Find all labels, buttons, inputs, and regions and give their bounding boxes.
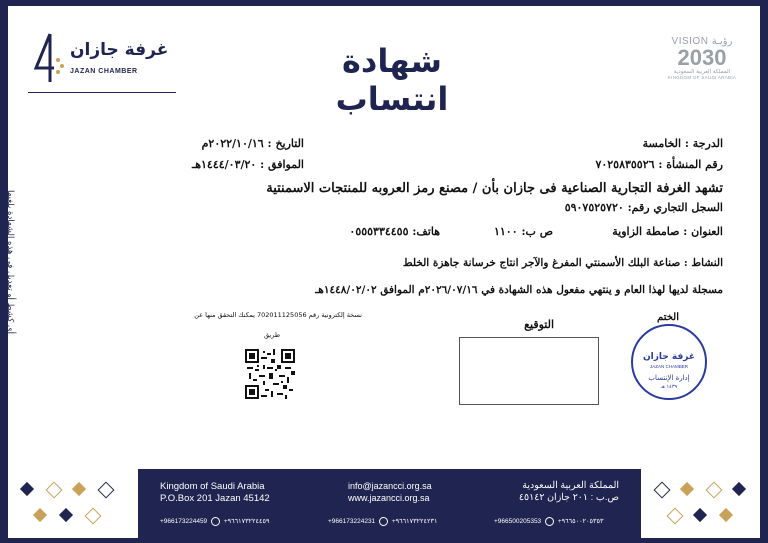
- stamp-year: ١٤٣٩ هـ: [660, 384, 678, 390]
- footer-phone-3: [494, 517, 604, 526]
- side-warning-text: أي كشط أو تعديل في هذه الشهادة يلغيها: [5, 190, 15, 335]
- footer-email[interactable]: info@jazancci.org.sa: [348, 481, 432, 491]
- phone-3-ar: +٩٦٦٥٠٠٢٠٥٣٥٣: [557, 518, 604, 526]
- footer-country-ar: المملكة العربية السعودية: [522, 480, 619, 491]
- footer-website[interactable]: www.jazancci.org.sa: [348, 493, 430, 503]
- phone-1-ar: +٩٦٦١٧٣٢٢٤٤٥٩: [223, 518, 270, 526]
- vision-2030-logo: [662, 36, 742, 92]
- qr-code[interactable]: [245, 349, 295, 399]
- stamp-label: الختم: [657, 312, 679, 323]
- stamp-name-arabic: غرفة جازان: [642, 352, 696, 362]
- phone-2-ar: +٩٦٦١٧٣٢٢٤٢٣١: [391, 518, 438, 526]
- certificate-title: شهادة انتساب: [335, 42, 449, 118]
- certification-statement: تشهد الغرفة التجارية الصناعية فى جازان بأن / مصنع رمز العروبه للمنتجات الاسمنتية: [266, 181, 723, 196]
- phone-1: +966173224459: [160, 518, 208, 526]
- vision-word: VISION رؤيـة: [671, 36, 733, 47]
- vision-year: 2030: [677, 45, 727, 70]
- official-stamp: [631, 324, 707, 400]
- facility-number: رقم المنشأة : ٧٠٢٥٨٣٥٥٢٦: [595, 158, 723, 171]
- signature-label: التوقيع: [524, 318, 554, 331]
- hijri-date: الموافق : ١٤٤٤/٠٣/٢٠هـ: [191, 158, 304, 171]
- vision-arabic: المملكة العربية السعودية: [673, 69, 731, 75]
- jazan-chamber-logo: [28, 30, 188, 90]
- commercial-registration: السجل التجاري رقم: ٥٩٠٧٥٢٥٧٢٠: [564, 201, 723, 214]
- ecopy-line1: نسخة إلكترونية رقم 702011125056 يمكنك التحقق منها عن: [194, 311, 362, 319]
- footer-phone-2: [328, 517, 438, 526]
- footer-pobox-en: P.O.Box 201 Jazan 45142: [160, 493, 270, 504]
- logo-divider: [28, 92, 176, 93]
- phone-3: +966500205353: [494, 518, 542, 526]
- issue-date: التاريخ : ٢٠٢٢/١٠/١٦م: [201, 137, 304, 150]
- stamp-department: إدارة الإنتساب: [648, 374, 690, 382]
- chamber-logo-arabic: غرفة جازان: [70, 40, 169, 60]
- footer-phone-1: [160, 517, 270, 526]
- mobile-icon: [545, 517, 554, 526]
- footer-pobox-ar: ص.ب : ٢٠١ جازان ٤٥١٤٢: [518, 492, 619, 503]
- phone-2: +966173224231: [328, 518, 376, 526]
- address-text: العنوان : صامطة الزاوية: [612, 225, 723, 238]
- grade-text: الدرجة : الخامسة: [642, 137, 723, 150]
- footer-country-en: Kingdom of Saudi Arabia: [160, 481, 265, 492]
- pobox-text: ص ب: ١١٠٠: [493, 225, 553, 238]
- validity-text: مسجلة لديها لهذا العام و ينتهي مفعول هذه الشهادة في ٢٠٢٦/٠٧/١٦م الموافق ١٤٤٨/٠٢/٠٢هـ: [315, 284, 723, 296]
- footer-ornament-right: [642, 470, 760, 536]
- chamber-emblem-icon: [28, 30, 68, 86]
- fax-icon: [211, 517, 220, 526]
- phone-text: هاتف: ٠٥٥٥٣٣٤٤٥٥: [349, 225, 440, 238]
- stamp-name-english: JAZAN CHAMBER: [649, 364, 688, 369]
- phone-icon: [379, 517, 388, 526]
- activity-text: النشاط : صناعة البلك الأسمنتي المفرغ والآجر انتاج خرسانة جاهزة الخلط: [402, 257, 723, 269]
- signature-box: [459, 337, 599, 405]
- chamber-logo-english: JAZAN CHAMBER: [70, 68, 138, 75]
- ecopy-line2: طريق: [264, 331, 280, 339]
- side-warning: [0, 190, 35, 360]
- footer-bar: [138, 469, 641, 538]
- vision-english: KINGDOM OF SAUDI ARABIA: [667, 75, 737, 80]
- footer-ornament-left: [8, 470, 126, 536]
